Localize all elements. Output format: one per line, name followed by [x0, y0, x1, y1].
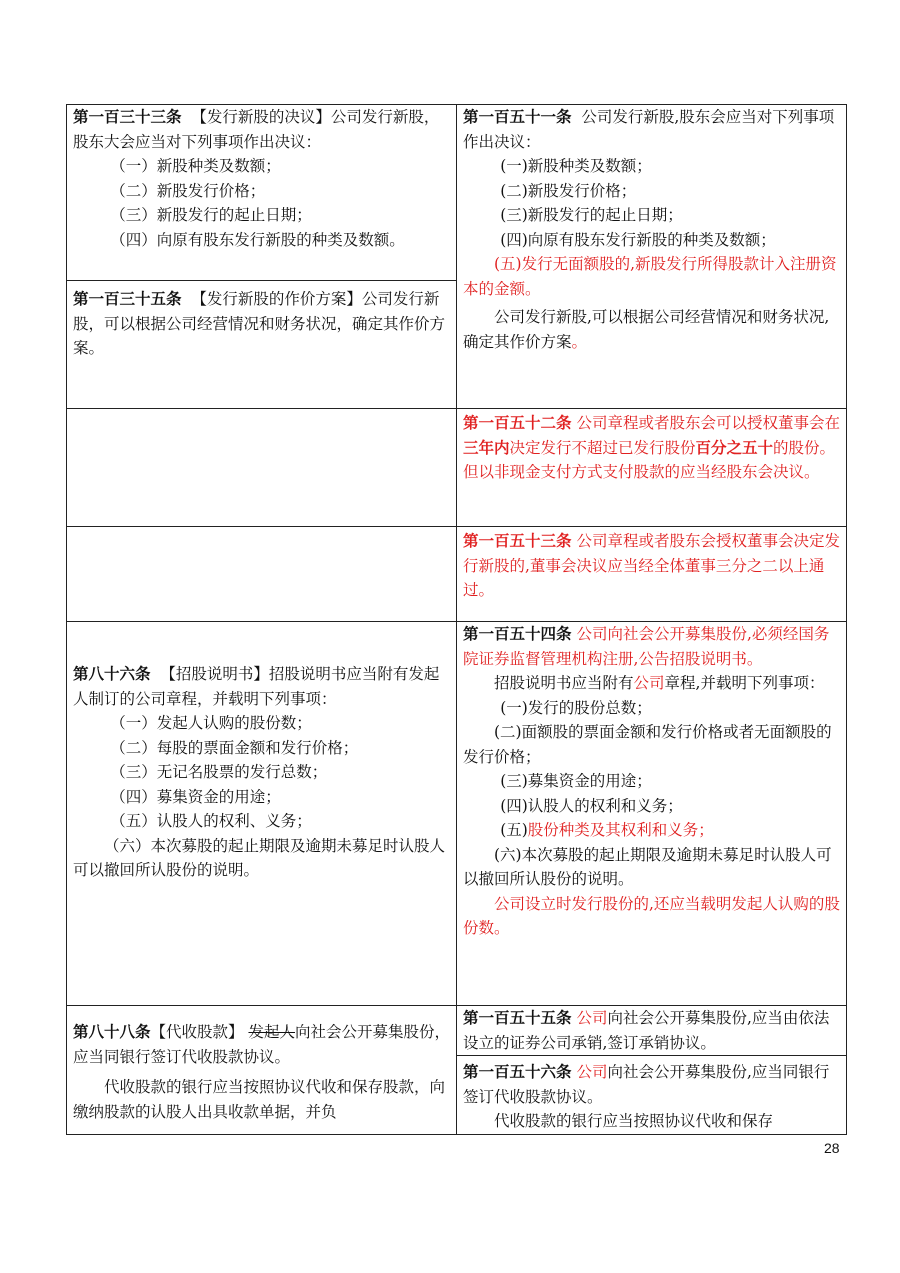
old-article-88: 第八十八条【代收股款】 发起人向社会公开募集股份，应当同银行签订代收股款协议。 代收股款的银行应当按照协议代收和保存股款，向缴纳股款的认股人出具收款单据，并负: [67, 1006, 457, 1135]
empty-cell: [67, 409, 457, 527]
new-article-151: 第一百五十一条 公司发行新股,股东会应当对下列事项作出决议： (一)新股种类及数额； (二)新股发行价格； (三)新股发行的起止日期； (四)向原有股东发行新股的种类及数额； (五)发行无面额股的,新股发行所得股款计入注册资本的金额。 公司发行新股,可以根据公司经营情况和财务状况,确定其作价方案。: [457, 105, 847, 409]
new-article-155-156: 第一百五十五条 公司向社会公开募集股份,应当由依法设立的证券公司承销,签订承销协议。 第一百五十六条 公司向社会公开募集股份,应当同银行签订代收股款协议。 代收股款的银行应当按照协议代收和保存: [457, 1006, 847, 1135]
table-row: [67, 622, 847, 1006]
table-row: [67, 1006, 847, 1135]
new-article-152: 第一百五十二条 公司章程或者股东会可以授权董事会在三年内决定发行不超过已发行股份百分之五十的股份。但以非现金支付方式支付股款的应当经股东会决议。: [457, 409, 847, 527]
table-row: [67, 409, 847, 527]
old-article-135: 第一百三十五条 【发行新股的作价方案】公司发行新股，可以根据公司经营情况和财务状况，确定其作价方案。: [67, 281, 457, 409]
table-row: [67, 105, 847, 281]
old-article-133: 第一百三十三条 【发行新股的决议】公司发行新股，股东大会应当对下列事项作出决议： （一）新股种类及数额； （二）新股发行价格； （三）新股发行的起止日期； （四）向原有股东发行新股的种类及数额。: [67, 105, 457, 281]
old-article-86: 第八十六条 【招股说明书】招股说明书应当附有发起人制订的公司章程，并载明下列事项： （一）发起人认购的股份数； （二）每股的票面金额和发行价格； （三）无记名股票的发行总数； （四）募集资金的用途； （五）认股人的权利、义务； （六）本次募股的起止期限及逾期未募足时认股人可以撤回所认股份的说明。: [67, 622, 457, 1006]
new-article-153: 第一百五十三条 公司章程或者股东会授权董事会决定发行新股的,董事会决议应当经全体董事三分之二以上通过。: [457, 527, 847, 622]
page-number: 28: [824, 1140, 840, 1156]
empty-cell: [67, 527, 457, 622]
comparison-table: [66, 104, 840, 1135]
new-article-154: 第一百五十四条 公司向社会公开募集股份,必须经国务院证券监督管理机构注册,公告招股说明书。 招股说明书应当附有公司章程,并载明下列事项： (一)发行的股份总数； (二)面额股的票面金额和发行价格或者无面额股的发行价格； (三)募集资金的用途； (四)认股人的权利和义务； (五)股份种类及其权利和义务； (六)本次募股的起止期限及逾期未募足时认股人可以撤回所认股份的说明。 公司设立时发行股份的,还应当载明发起人认购的股份数。: [457, 622, 847, 1006]
new-article-156: 第一百五十六条 公司向社会公开募集股份,应当同银行签订代收股款协议。 代收股款的银行应当按照协议代收和保存: [457, 1055, 846, 1134]
table-row: [67, 527, 847, 622]
